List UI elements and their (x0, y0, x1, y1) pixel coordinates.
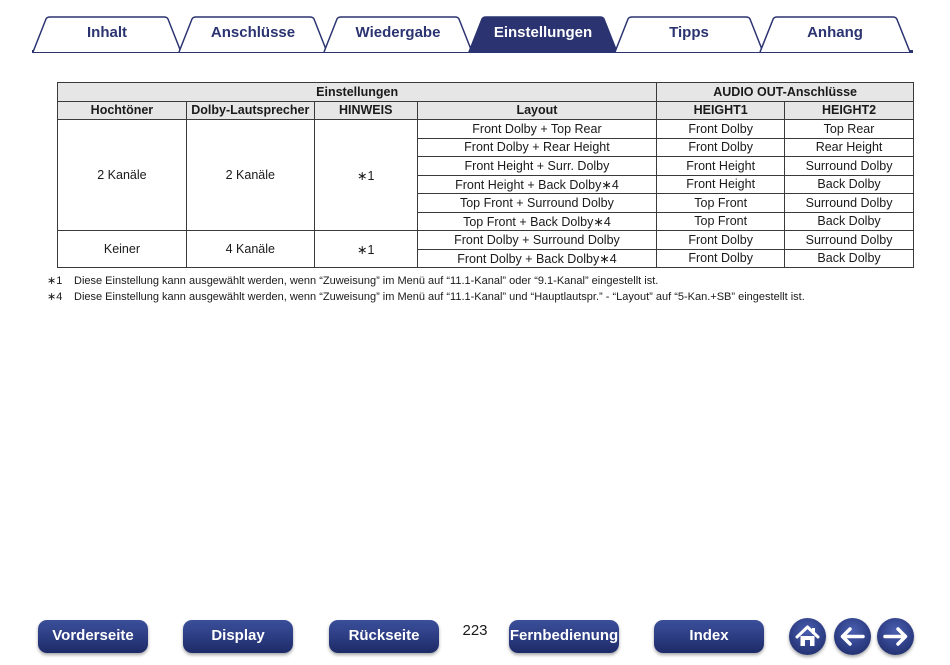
column-header: Layout (417, 101, 657, 120)
tab-anschluesse[interactable] (178, 17, 328, 52)
button-label: Fernbedienung (509, 627, 619, 644)
column-header: HEIGHT2 (785, 101, 914, 120)
height2-cell: Surround Dolby (785, 194, 914, 213)
fernbedienung-button[interactable] (509, 620, 619, 653)
hinweis-cell: ∗1 (314, 231, 417, 268)
display-button[interactable] (183, 620, 293, 653)
footnote (47, 290, 805, 306)
height2-cell: Rear Height (785, 138, 914, 157)
dolby-cell: 2 Kanäle (186, 120, 314, 231)
layout-cell: Top Front + Surround Dolby (417, 194, 657, 213)
page-number: 223 (462, 622, 488, 639)
height1-cell: Front Dolby (657, 120, 785, 139)
group-header-einstellungen: Einstellungen (58, 83, 657, 102)
column-header: Dolby-Lautsprecher (186, 101, 314, 120)
height2-cell: Back Dolby (785, 175, 914, 194)
height1-cell: Front Height (657, 157, 785, 176)
height1-cell: Top Front (657, 212, 785, 231)
footnote-mark: ∗4 (47, 290, 63, 303)
height1-cell: Front Height (657, 175, 785, 194)
arrow-left-icon (834, 618, 871, 655)
tab-label: Wiedergabe (355, 24, 441, 41)
tab-wiedergabe[interactable] (323, 17, 473, 52)
forward-button[interactable] (877, 618, 914, 655)
layout-cell: Front Dolby + Rear Height (417, 138, 657, 157)
height1-cell: Top Front (657, 194, 785, 213)
home-button[interactable] (789, 618, 826, 655)
tab-inhalt[interactable] (32, 17, 182, 52)
height2-cell: Back Dolby (785, 212, 914, 231)
group-header-audio-out: AUDIO OUT-Anschlüsse (657, 83, 914, 102)
layout-cell: Front Dolby + Surround Dolby (417, 231, 657, 250)
column-header: Hochtöner (58, 101, 187, 120)
arrow-right-icon (877, 618, 914, 655)
tab-anhang[interactable] (759, 17, 911, 52)
height2-cell: Surround Dolby (785, 231, 914, 250)
tab-label: Anhang (807, 24, 863, 41)
tab-einstellungen[interactable] (468, 17, 618, 52)
height1-cell: Front Dolby (657, 138, 785, 157)
tab-label: Inhalt (87, 24, 127, 41)
index-button[interactable] (654, 620, 764, 653)
layout-cell: Front Dolby + Back Dolby∗4 (417, 249, 657, 268)
tab-bar (0, 0, 950, 56)
column-header: HEIGHT1 (657, 101, 785, 120)
layout-cell: Front Height + Back Dolby∗4 (417, 175, 657, 194)
button-label: Index (689, 627, 729, 644)
table-row (58, 120, 914, 139)
table-row (58, 231, 914, 250)
footnote-mark: ∗1 (47, 275, 63, 287)
footnote-text: Diese Einstellung kann ausgewählt werden, wenn “Zuweisung” im Menü auf “11.1-Kanal” oder “9.1-Kanal” eingestellt ist. (74, 275, 659, 287)
rueckseite-button[interactable] (329, 620, 439, 653)
height2-cell: Surround Dolby (785, 157, 914, 176)
vorderseite-button[interactable] (38, 620, 148, 653)
button-label: Rückseite (348, 627, 420, 644)
hinweis-cell: ∗1 (314, 120, 417, 231)
layout-cell: Front Height + Surr. Dolby (417, 157, 657, 176)
layout-cell: Front Dolby + Top Rear (417, 120, 657, 139)
hochtoener-cell: 2 Kanäle (58, 120, 187, 231)
tab-label: Anschlüsse (210, 24, 296, 41)
height2-cell: Top Rear (785, 120, 914, 139)
back-button[interactable] (834, 618, 871, 655)
tab-label: Tipps (669, 24, 709, 41)
footnote-text: Diese Einstellung kann ausgewählt werden, wenn “Zuweisung” im Menü auf “11.1-Kanal” und “Hauptlautspr.” - “Layout” auf “5-Kan.+SB” eingestellt ist. (74, 290, 805, 303)
footnotes (47, 274, 805, 305)
button-label: Vorderseite (52, 627, 134, 644)
column-header: HINWEIS (314, 101, 417, 120)
button-label: Display (211, 627, 265, 644)
tab-label: Einstellungen (493, 24, 593, 41)
height1-cell: Front Dolby (657, 249, 785, 268)
home-icon (789, 618, 826, 655)
layout-cell: Top Front + Back Dolby∗4 (417, 212, 657, 231)
hochtoener-cell: Keiner (58, 231, 187, 268)
height2-cell: Back Dolby (785, 249, 914, 268)
height1-cell: Front Dolby (657, 231, 785, 250)
footnote (47, 274, 805, 290)
tab-tipps[interactable] (614, 17, 764, 52)
dolby-cell: 4 Kanäle (186, 231, 314, 268)
settings-table (57, 82, 914, 268)
